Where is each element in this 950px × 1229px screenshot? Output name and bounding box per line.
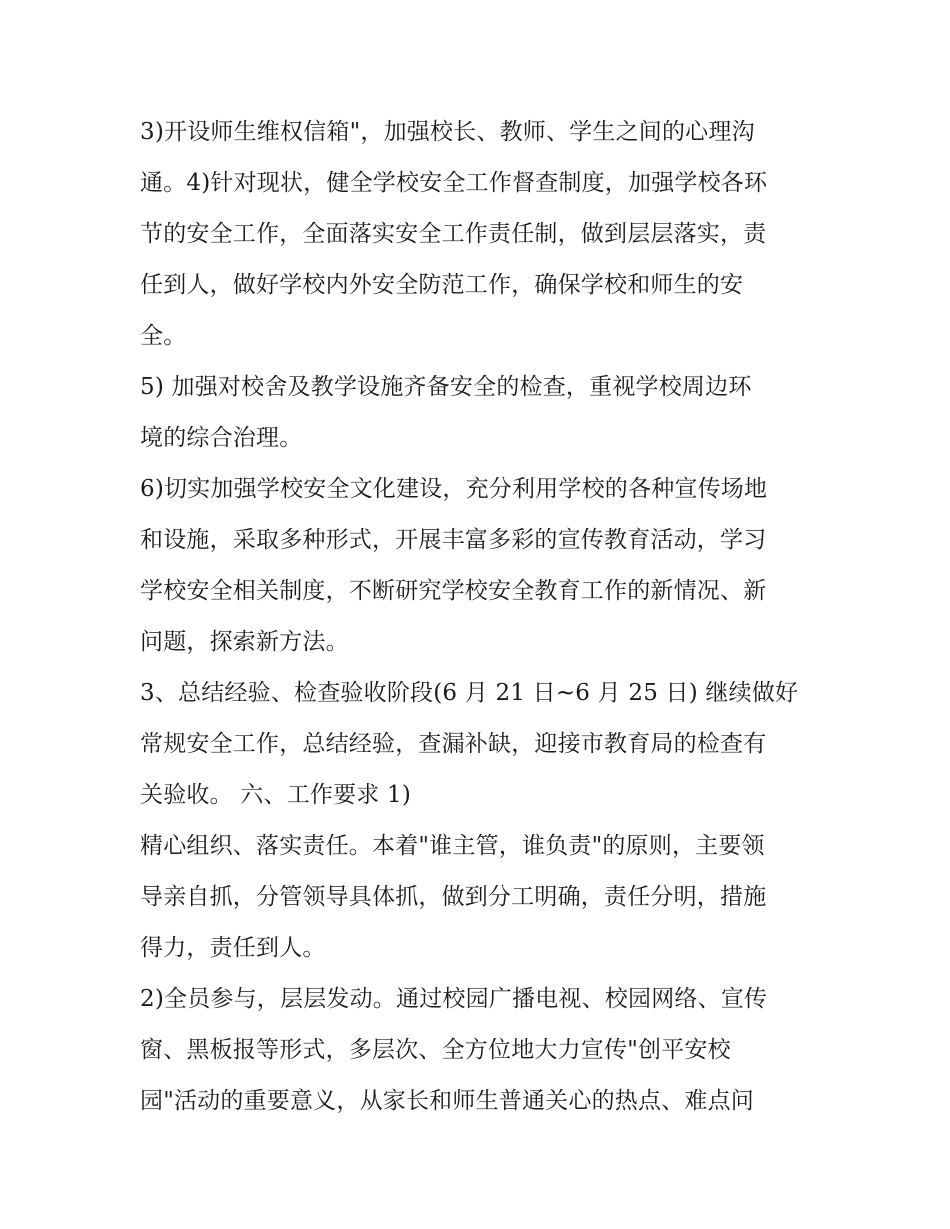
text-line: 导亲自抓，分管领导具体抓，做到分工明确，责任分明，措施 [140, 884, 767, 910]
text-line: 3、总结经验、检查验收阶段(6 月 21 日~6 月 25 日) 继续做好 [140, 680, 799, 706]
text-line: 任到人，做好学校内外安全防范工作，确保学校和师生的安 [140, 272, 744, 298]
text-line: 6)切实加强学校安全文化建设，充分利用学校的各种宣传场地 [140, 476, 768, 502]
text-line: 境的综合治理。 [140, 425, 303, 451]
text-line: 5) 加强对校舍及教学设施齐备安全的检查，重视学校周边环 [140, 374, 752, 400]
text-line: 3)开设师生维权信箱"，加强校长、教师、学生之间的心理沟 [140, 119, 755, 145]
text-line: 2)全员参与，层层发动。通过校园广播电视、校园网络、宣传 [140, 986, 768, 1012]
text-line: 常规安全工作，总结经验，查漏补缺，迎接市教育局的检查有 [140, 731, 767, 757]
text-line: 园"活动的重要意义，从家长和师生普通关心的热点、难点问 [140, 1088, 754, 1114]
document-body [140, 107, 820, 1127]
text-line: 和设施，采取多种形式，开展丰富多彩的宣传教育活动，学习 [140, 527, 767, 553]
text-line: 关验收。 六、工作要求 1) [140, 782, 412, 808]
text-line: 精心组织、落实责任。本着"谁主管，谁负责"的原则，主要领 [140, 833, 765, 859]
text-line: 问题，探索新方法。 [140, 629, 349, 655]
text-line: 窗、黑板报等形式，多层次、全方位地大力宣传"创平安校 [140, 1037, 731, 1063]
text-line: 全。 [140, 323, 187, 349]
text-line: 节的安全工作，全面落实安全工作责任制，做到层层落实，责 [140, 221, 767, 247]
text-line: 通。4)针对现状，健全学校安全工作督查制度，加强学校各环 [140, 170, 768, 196]
text-line: 得力，责任到人。 [140, 935, 326, 961]
text-line: 学校安全相关制度，不断研究学校安全教育工作的新情况、新 [140, 578, 767, 604]
